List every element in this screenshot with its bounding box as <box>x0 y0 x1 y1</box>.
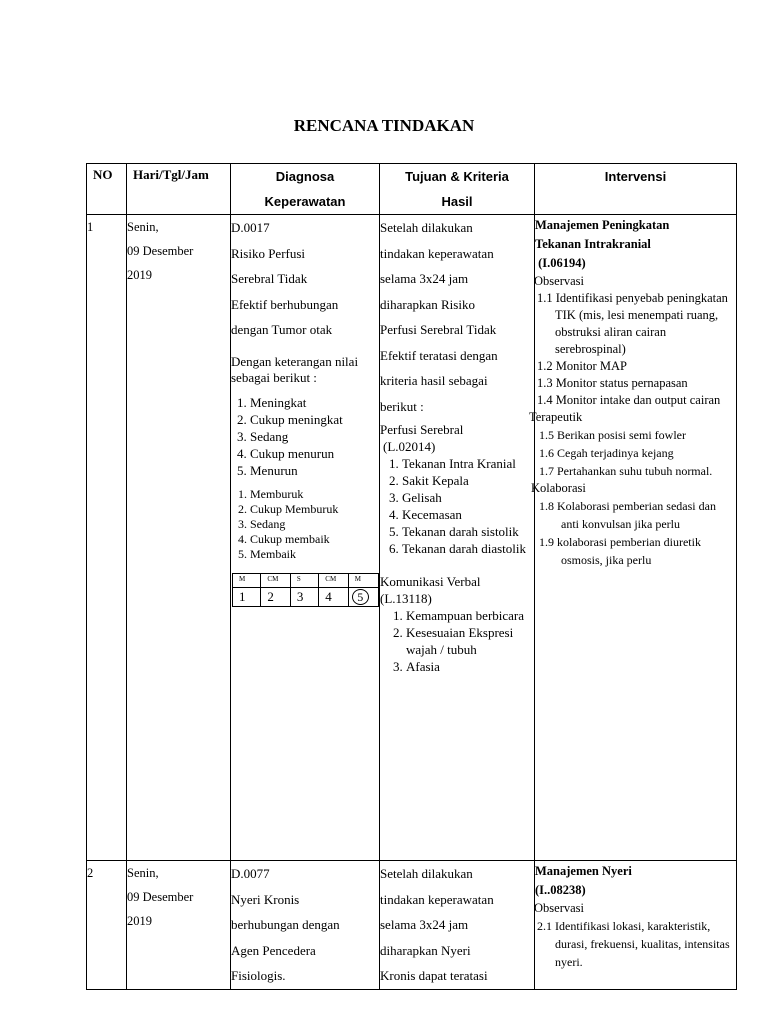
list-item: 5. Membaik <box>250 547 379 562</box>
intervensi-item: 1.1 Identifikasi penyebab peningkatan TIK (mis, lesi menempati ruang, obstruksi aliran cairan serebrospinal) <box>537 291 728 356</box>
list-item: 1. Meningkat <box>250 394 379 411</box>
tujuan-line: tindakan keperawatan <box>380 891 494 907</box>
rating-scale <box>232 573 379 607</box>
intervensi-item: 1.6 Cegah terjadinya kejang <box>539 446 674 460</box>
diagnosa-list-b <box>231 487 379 562</box>
tujuan-line: diharapkan Nyeri <box>380 942 471 958</box>
scale-value-selected <box>348 587 378 606</box>
intervensi-title-1: Manajemen Nyeri <box>535 864 632 878</box>
komunikasi-title: Komunikasi Verbal <box>380 574 481 589</box>
header-tujuan-line2: Hasil <box>441 194 473 209</box>
tujuan-line: selama 3x24 jam <box>380 917 469 932</box>
list-item: 3. Gelisah <box>402 489 534 506</box>
scale-value: 4 <box>319 587 348 606</box>
diagnosa-line: Efektif berhubungan <box>231 296 339 312</box>
row-number: 1 <box>87 215 127 861</box>
tujuan-line: Setelah dilakukan <box>380 220 473 235</box>
header-diagnosa-line1: Diagnosa <box>275 169 335 184</box>
selected-circle: 5 <box>352 589 369 605</box>
intervensi-item: 1.8 Kolaborasi pemberian sedasi dan anti konvulsan jika perlu <box>539 499 716 531</box>
perfusi-code: (L.02014) <box>383 439 436 454</box>
list-item: 4. Kecemasan <box>402 506 534 523</box>
komunikasi-list <box>380 607 534 675</box>
diagnosa-line: dengan Tumor otak <box>231 322 333 337</box>
row-intervensi <box>529 215 737 861</box>
scale-label: M <box>348 573 378 587</box>
date-day: Senin, <box>127 220 159 234</box>
header-tujuan-line1: Tujuan & Kriteria <box>405 169 509 184</box>
header-diagnosa-line2: Keperawatan <box>264 194 346 209</box>
header-intervensi: Intervensi <box>535 164 737 215</box>
intervensi-item: 1.3 Monitor status pernapasan <box>537 376 688 390</box>
diagnosa-line: D.0077 <box>231 866 270 881</box>
tujuan-line: berikut : <box>380 398 424 414</box>
diagnosa-line: Agen Pencedera <box>231 942 316 958</box>
scale-value: 3 <box>290 587 318 606</box>
komunikasi-code: (L.13118) <box>380 591 432 606</box>
row-date <box>127 861 231 990</box>
tujuan-line: Efektif teratasi dengan <box>380 347 498 363</box>
header-tujuan <box>380 164 535 215</box>
intervensi-item: 1.2 Monitor MAP <box>537 359 627 373</box>
row-number: 2 <box>87 861 127 990</box>
header-date: Hari/Tgl/Jam <box>127 164 231 215</box>
diagnosa-line: Risiko Perfusi <box>231 245 306 261</box>
list-item: 1. Kemampuan berbicara <box>406 607 534 624</box>
diagnosa-line: berhubungan dengan <box>231 917 340 932</box>
diagnosa-keterangan: Dengan keterangan nilai sebagai berikut : <box>231 353 359 385</box>
table-header-row <box>87 164 737 215</box>
scale-label: S <box>290 573 318 587</box>
row-diagnosa <box>231 215 380 861</box>
scale-value: 1 <box>233 587 261 606</box>
intervensi-item: 1.9 kolaborasi pemberian diuretik osmosis, jika perlu <box>539 535 701 567</box>
tujuan-line: selama 3x24 jam <box>380 271 469 286</box>
row-date <box>127 215 231 861</box>
date-date: 09 Desember <box>127 244 194 258</box>
perfusi-title: Perfusi Serebral <box>380 422 464 437</box>
list-item: 3. Sedang <box>250 517 379 532</box>
intervensi-title-1: Manajemen Peningkatan <box>535 218 670 232</box>
intervensi-item: 1.5 Berikan posisi semi fowler <box>539 428 686 442</box>
header-diagnosa <box>231 164 380 215</box>
row-tujuan <box>380 861 535 990</box>
date-date: 09 Desember <box>127 890 194 904</box>
section-terapeutik: Terapeutik <box>529 410 583 424</box>
header-no: NO <box>87 164 127 215</box>
list-item: 5. Tekanan darah sistolik <box>402 523 534 540</box>
tujuan-line: Kronis dapat teratasi <box>380 968 488 983</box>
diagnosa-line: D.0017 <box>231 220 270 235</box>
intervensi-item: 1.7 Pertahankan suhu tubuh normal. <box>539 464 713 478</box>
list-item: 4. Cukup membaik <box>250 532 379 547</box>
section-observasi: Observasi <box>534 901 584 915</box>
tujuan-line: kriteria hasil sebagai <box>380 373 488 388</box>
perfusi-list <box>380 455 534 557</box>
list-item: 1. Memburuk <box>250 487 379 502</box>
tujuan-line: Setelah dilakukan <box>380 866 473 881</box>
scale-label: CM <box>261 573 290 587</box>
scale-label: M <box>233 573 261 587</box>
list-item: 5. Menurun <box>250 462 379 479</box>
diagnosa-line: Serebral Tidak <box>231 271 308 286</box>
intervensi-item: 2.1 Identifikasi lokasi, karakteristik, durasi, frekuensi, kualitas, intensitas nyeri. <box>537 919 730 969</box>
list-item: 2. Kesesuaian Ekspresi wajah / tubuh <box>406 624 534 658</box>
tujuan-line: tindakan keperawatan <box>380 245 494 261</box>
table-row <box>87 215 737 861</box>
date-day: Senin, <box>127 866 159 880</box>
list-item: 2. Cukup meningkat <box>250 411 379 428</box>
list-item: 3. Afasia <box>406 658 534 675</box>
list-item: 6. Tekanan darah diastolik <box>402 540 534 557</box>
list-item: 3. Sedang <box>250 428 379 445</box>
date-year: 2019 <box>127 268 152 282</box>
intervensi-item: 1.4 Monitor intake dan output cairan <box>537 393 721 407</box>
intervensi-code: (I.06194) <box>535 256 586 270</box>
diagnosa-line: Fisiologis. <box>231 968 286 983</box>
row-intervensi <box>535 861 737 990</box>
scale-label: CM <box>319 573 348 587</box>
table-row <box>87 861 737 990</box>
section-kolaborasi: Kolaborasi <box>531 481 586 495</box>
intervensi-code: (I..08238) <box>535 883 586 897</box>
date-year: 2019 <box>127 914 152 928</box>
row-tujuan <box>380 215 535 861</box>
row-diagnosa <box>231 861 380 990</box>
plan-table <box>86 163 737 990</box>
page-title: RENCANA TINDAKAN <box>293 116 475 135</box>
scale-value: 2 <box>261 587 290 606</box>
list-item: 2. Sakit Kepala <box>402 472 534 489</box>
list-item: 1. Tekanan Intra Kranial <box>402 455 534 472</box>
tujuan-line: Perfusi Serebral Tidak <box>380 322 497 337</box>
list-item: 2. Cukup Memburuk <box>250 502 379 517</box>
intervensi-title-2: Tekanan Intrakranial <box>535 237 651 251</box>
section-observasi: Observasi <box>534 274 584 288</box>
diagnosa-list-a <box>231 394 379 479</box>
tujuan-line: diharapkan Risiko <box>380 296 475 312</box>
diagnosa-line: Nyeri Kronis <box>231 891 300 907</box>
list-item: 4. Cukup menurun <box>250 445 379 462</box>
